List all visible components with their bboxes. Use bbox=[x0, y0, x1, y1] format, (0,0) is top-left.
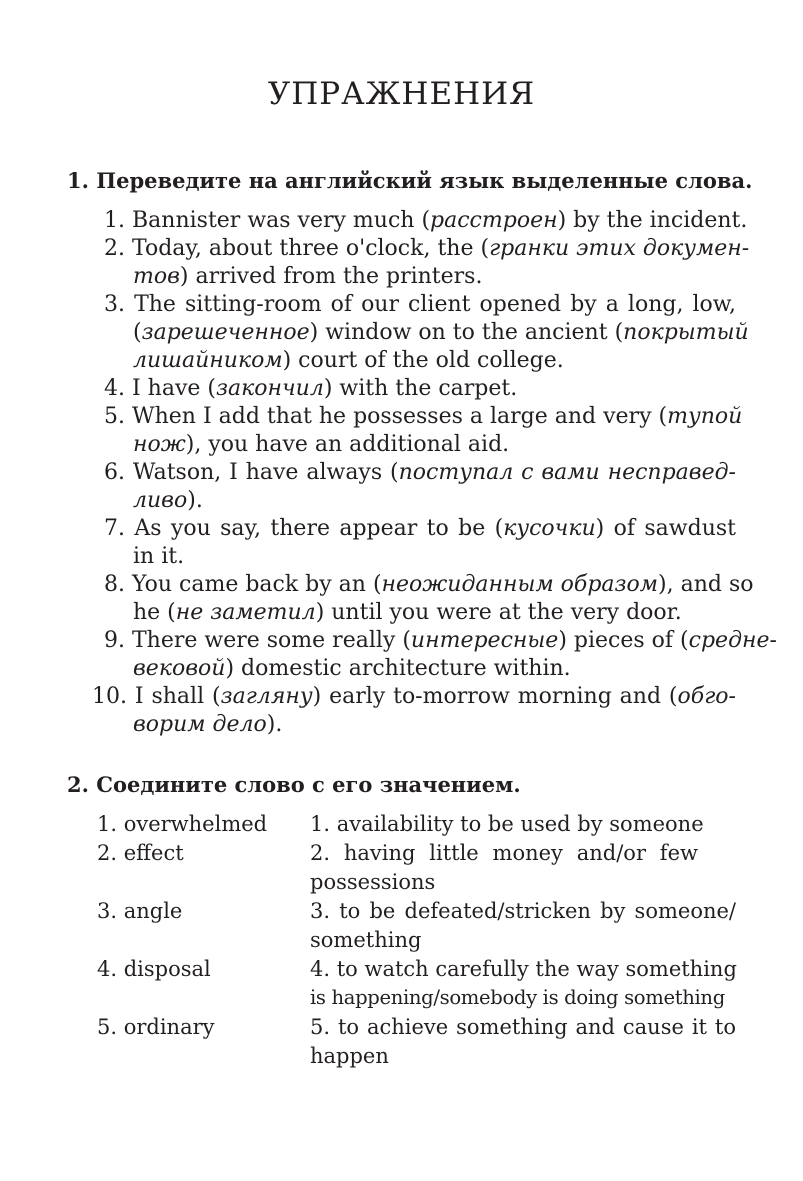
list-item-continuation: ливо). bbox=[133, 488, 203, 513]
list-item: 2. Today, about three o'clock, the (гранки этих докумен- bbox=[104, 236, 750, 261]
task-2-heading bbox=[67, 772, 521, 797]
list-item: 4. I have (закончил) with the carpet. bbox=[104, 376, 518, 401]
list-item: 1. Bannister was very much (расстроен) by the incident. bbox=[104, 208, 748, 233]
definition-item-continuation: possessions bbox=[310, 870, 436, 894]
list-item-continuation: тов) arrived from the printers. bbox=[133, 264, 483, 289]
list-item: 9. There were some really (интересные) pieces of (средне- bbox=[104, 628, 777, 653]
list-item: 3. The sitting-room of our client opened by a long, low, bbox=[104, 292, 736, 317]
list-item: 10. I shall (загляну) early to-morrow morning and (обго- bbox=[92, 684, 736, 709]
definition-item: 5. to achieve something and cause it to bbox=[310, 1015, 736, 1039]
list-item-continuation: in it. bbox=[133, 544, 185, 569]
list-item-continuation: нож), you have an additional aid. bbox=[133, 432, 510, 457]
word-item: 5. ordinary bbox=[97, 1015, 215, 1039]
list-item: 5. When I add that he possesses a large and very (тупой bbox=[104, 404, 743, 429]
task-1-heading bbox=[67, 168, 752, 193]
definition-item: 3. to be defeated/stricken by someone/ bbox=[310, 899, 736, 923]
word-item: 4. disposal bbox=[97, 957, 211, 981]
definition-item: 2. having little money and/or few bbox=[310, 841, 698, 865]
list-item-continuation: he (не заметил) until you were at the very door. bbox=[133, 600, 682, 625]
definition-item: 4. to watch carefully the way something bbox=[310, 957, 737, 981]
list-item-continuation: ворим дело). bbox=[133, 712, 283, 737]
list-item: 7. As you say, there appear to be (кусочки) of sawdust bbox=[104, 516, 736, 541]
list-item-continuation: лишайником) court of the old college. bbox=[133, 348, 564, 373]
list-item: 6. Watson, I have always (поступал с вами несправед- bbox=[104, 460, 736, 485]
task-2-number: 2. bbox=[67, 772, 89, 797]
task-1-heading-text: Переведите на английский язык выделенные слова. bbox=[96, 168, 753, 193]
definition-item-continuation: is happening/somebody is doing something bbox=[310, 986, 725, 1009]
list-item-continuation: вековой) domestic architecture within. bbox=[133, 656, 571, 681]
definition-item-continuation: something bbox=[310, 928, 422, 952]
definition-item-continuation: happen bbox=[310, 1044, 389, 1068]
definition-item: 1. availability to be used by someone bbox=[310, 812, 704, 836]
page-title: УПРАЖНЕНИЯ bbox=[267, 76, 536, 112]
task-1-number: 1. bbox=[67, 168, 89, 193]
list-item: 8. You came back by an (неожиданным образом), and so bbox=[104, 572, 754, 597]
word-item: 2. effect bbox=[97, 841, 184, 865]
list-item-continuation: (зарешеченное) window on to the ancient (покрытый bbox=[133, 320, 749, 345]
word-item: 1. overwhelmed bbox=[97, 812, 268, 836]
task-2-heading-text: Соедините слово с его значением. bbox=[96, 772, 521, 797]
word-item: 3. angle bbox=[97, 899, 183, 923]
